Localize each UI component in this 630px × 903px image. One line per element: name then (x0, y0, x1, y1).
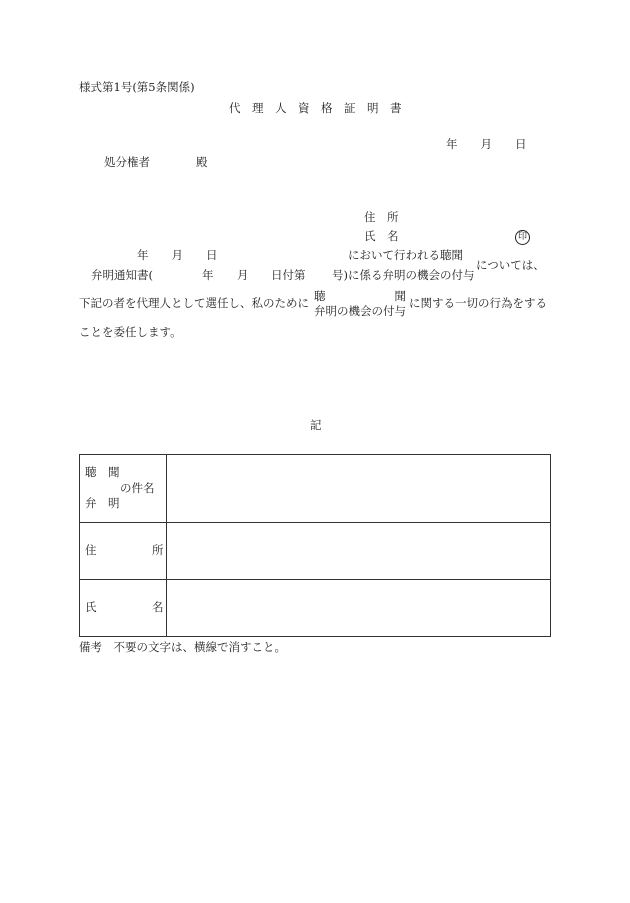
body-regarding: については、 (476, 258, 545, 272)
body-date: 年 月 日 (137, 248, 218, 262)
seal-icon: 印 (515, 230, 530, 245)
table-row-address (80, 523, 551, 580)
body-notice-month: 月 (237, 268, 249, 282)
body-notice-prefix: 弁明通知書( (91, 268, 153, 282)
address-label-1: 住 (85, 543, 97, 557)
record-table (79, 454, 551, 637)
seal-mark (515, 230, 530, 245)
name-label-cell (80, 580, 167, 637)
honorific: 殿 (196, 155, 208, 169)
name-label-2: 名 (152, 600, 164, 614)
form-number: 様式第1号(第5条関係) (79, 80, 195, 94)
body-line4: ことを委任します。 (79, 325, 182, 339)
body-held-at: において行われる聴聞 (348, 248, 463, 262)
principal-name-label: 氏 名 (364, 229, 399, 243)
table-row-case (80, 455, 551, 523)
body-notice-suffix: 号)に係る弁明の機会の付与 (332, 268, 475, 282)
name-label-1: 氏 (85, 600, 97, 614)
case-value-cell[interactable] (167, 455, 551, 523)
address-value-cell[interactable] (167, 523, 551, 580)
principal-address-label: 住 所 (364, 210, 399, 224)
case-label-cell (80, 455, 167, 523)
document-title: 代 理 人 資 格 証 明 書 (229, 101, 402, 115)
name-value-cell[interactable] (167, 580, 551, 637)
addressee: 処分権者 (104, 155, 150, 169)
address-label-cell (80, 523, 167, 580)
note: 備考 不要の文字は、横線で消すこと。 (79, 640, 286, 654)
case-label-suffix: の件名 (120, 481, 155, 495)
ki-heading: 記 (310, 418, 322, 432)
body-notice-year: 年 (202, 268, 214, 282)
body-alt-explanation: 弁明の機会の付与 (314, 304, 406, 318)
body-line3-suffix: に関する一切の行為をする (409, 296, 547, 310)
table-row-name (80, 580, 551, 637)
case-label-hearing: 聴 聞 (85, 465, 120, 479)
address-label-2: 所 (152, 543, 164, 557)
body-notice-day-no: 日付第 (271, 268, 306, 282)
body-alt-hearing: 聴 聞 (314, 289, 406, 303)
date-line: 年 月 日 (446, 137, 527, 151)
body-line3-prefix: 下記の者を代理人として選任し、私のために (79, 296, 309, 310)
case-label-explanation: 弁 明 (85, 496, 120, 510)
